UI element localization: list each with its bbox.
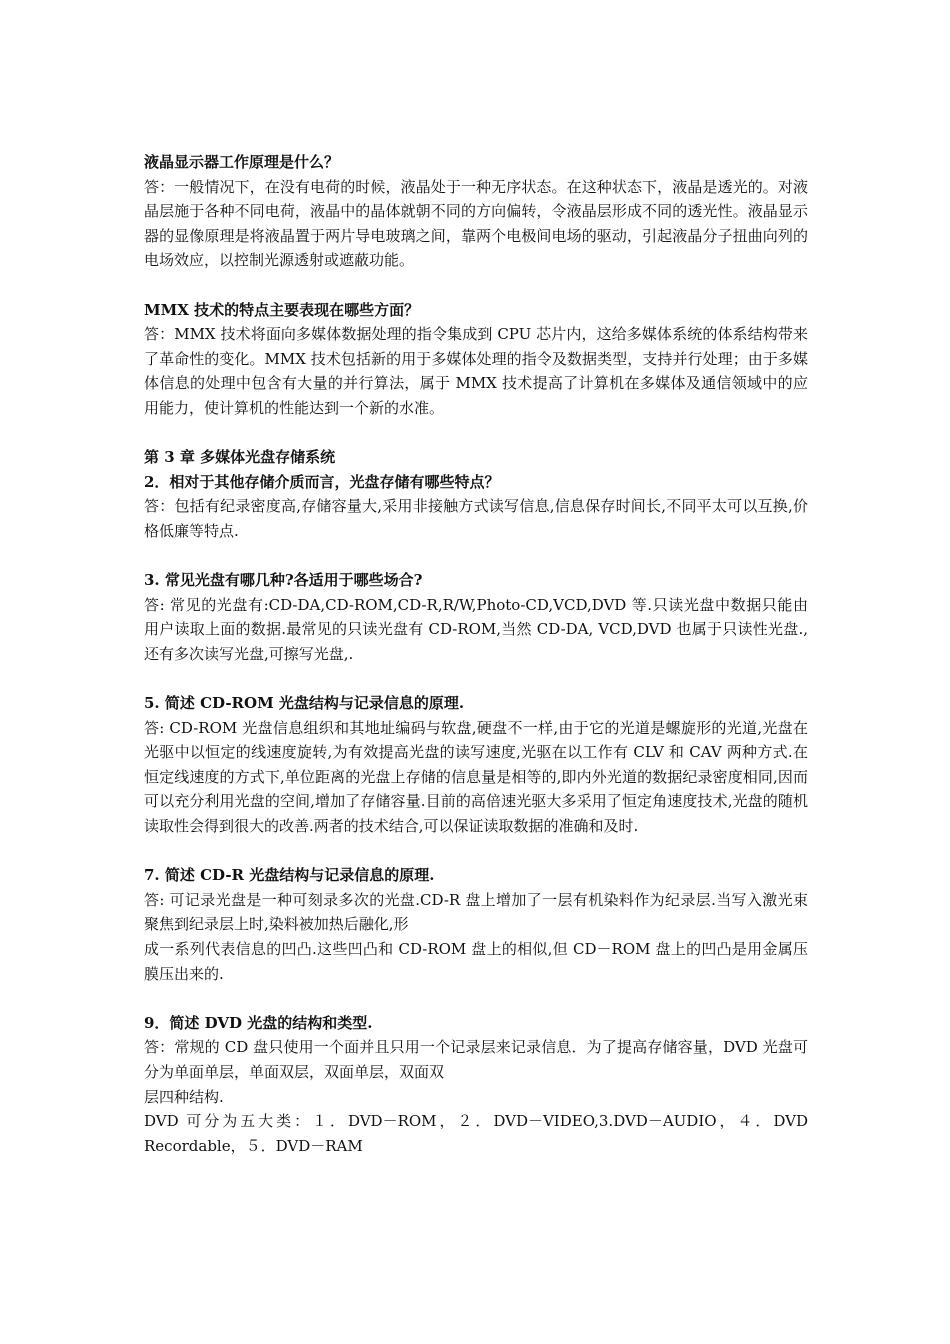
spacer	[144, 986, 808, 1011]
answer-dvd-line: 层四种结构.	[144, 1087, 224, 1106]
question-cdr: 7. 简述 CD-R 光盘结构与记录信息的原理.	[144, 866, 435, 885]
question-cdrom: 5. 简述 CD-ROM 光盘结构与记录信息的原理.	[144, 694, 465, 713]
spacer	[144, 839, 808, 864]
answer-storage-features: 答：包括有纪录密度高,存储容量大,采用非接触方式读写信息,信息保存时间长,不同平太可以互换,价格低廉等特点.	[144, 497, 808, 540]
answer-cdr-line: 成一系列代表信息的凹凸.这些凹凸和 CD-ROM 盘上的相似,但 CD－ROM 盘上的凹凸是用金属压膜压出来的.	[144, 940, 808, 983]
answer-cdr-line: 答: 可记录光盘是一种可刻录多次的光盘.CD-R 盘上增加了一层有机染料作为纪录层.当写入激光束聚焦到纪录层上时,染料被加热后融化,形	[144, 890, 808, 934]
spacer	[144, 421, 808, 446]
answer-dvd	[144, 1035, 808, 1158]
document-body	[144, 150, 808, 1158]
answer-lcd: 答：一般情况下，在没有电荷的时候，液晶处于一种无序状态。在这种状态下，液晶是透光的。对液晶层施于各种不同电荷，液晶中的晶体就朝不同的方向偏转，令液晶层形成不同的透光性。液晶显示器的显像原理是将液晶置于两片导电玻璃之间，靠两个电极间电场的驱动，引起液晶分子扭曲向列的电场效应，以控制光源透射或遮蔽功能。	[144, 177, 808, 270]
spacer	[144, 544, 808, 569]
chapter-title: 第 3 章 多媒体光盘存储系统	[144, 448, 336, 467]
question-dvd: 9．简述 DVD 光盘的结构和类型.	[144, 1013, 373, 1032]
spacer	[144, 273, 808, 298]
question-lcd: 液晶显示器工作原理是什么？	[144, 153, 340, 171]
answer-cdr	[144, 888, 808, 986]
spacer	[144, 666, 808, 691]
question-storage-features: 2．相对于其他存储介质而言，光盘存储有哪些特点？	[144, 472, 500, 491]
answer-dvd-line: DVD 可分为五大类：１．DVD－ROM，２．DVD－VIDEO,3.DVD－AUDIO，４．DVD Recordable，５．DVD－RAM	[144, 1112, 808, 1155]
answer-cdrom: 答: CD-ROM 光盘信息组织和其地址编码与软盘,硬盘不一样,由于它的光道是螺旋形的光道,光盘在光驱中以恒定的线速度旋转,为有效提高光盘的读写速度,光驱在以工作有 CLV 和 CAV 两种方式.在恒定线速度的方式下,单位距离的光盘上存储的信息量是相等的,即内外光道的数据纪录密度相同,因而可以充分利用光盘的空间,增加了存储容量.目前的高倍速光驱大多采用了恒定角速度技术,光盘的随机 读取性会得到很大的改善.两者的技术结合,可以保证读取数据的准确和及时.	[144, 718, 808, 836]
question-mmx: MMX 技术的特点主要表现在哪些方面？	[144, 300, 420, 319]
answer-disc-types: 答: 常见的光盘有:CD-DA,CD-ROM,CD-R,R/W,Photo-CD,VCD,DVD 等.只读光盘中数据只能由用户读取上面的数据.最常见的只读光盘有 CD-ROM,当然 CD-DA, VCD,DVD 也属于只读性光盘.,还有多次读写光盘,可擦写光盘,.	[144, 595, 808, 663]
question-disc-types: 3. 常见光盘有哪几种?各适用于哪些场合?	[144, 571, 423, 590]
answer-mmx: 答：MMX 技术将面向多媒体数据处理的指令集成到 CPU 芯片内，这给多媒体系统的体系结构带来了革命性的变化。MMX 技术包括新的用于多媒体处理的指令及数据类型，支持并行处理；由于多媒体信息的处理中包含有大量的并行算法，属于 MMX 技术提高了计算机在多媒体及通信领域中的应用能力，使计算机的性能达到一个新的水准。	[144, 325, 808, 417]
answer-dvd-line: 答：常规的 CD 盘只使用一个面并且只用一个记录层来记录信息．为了提高存储容量，DVD 光盘可分为单面单层，单面双层，双面单层，双面双	[144, 1038, 808, 1081]
